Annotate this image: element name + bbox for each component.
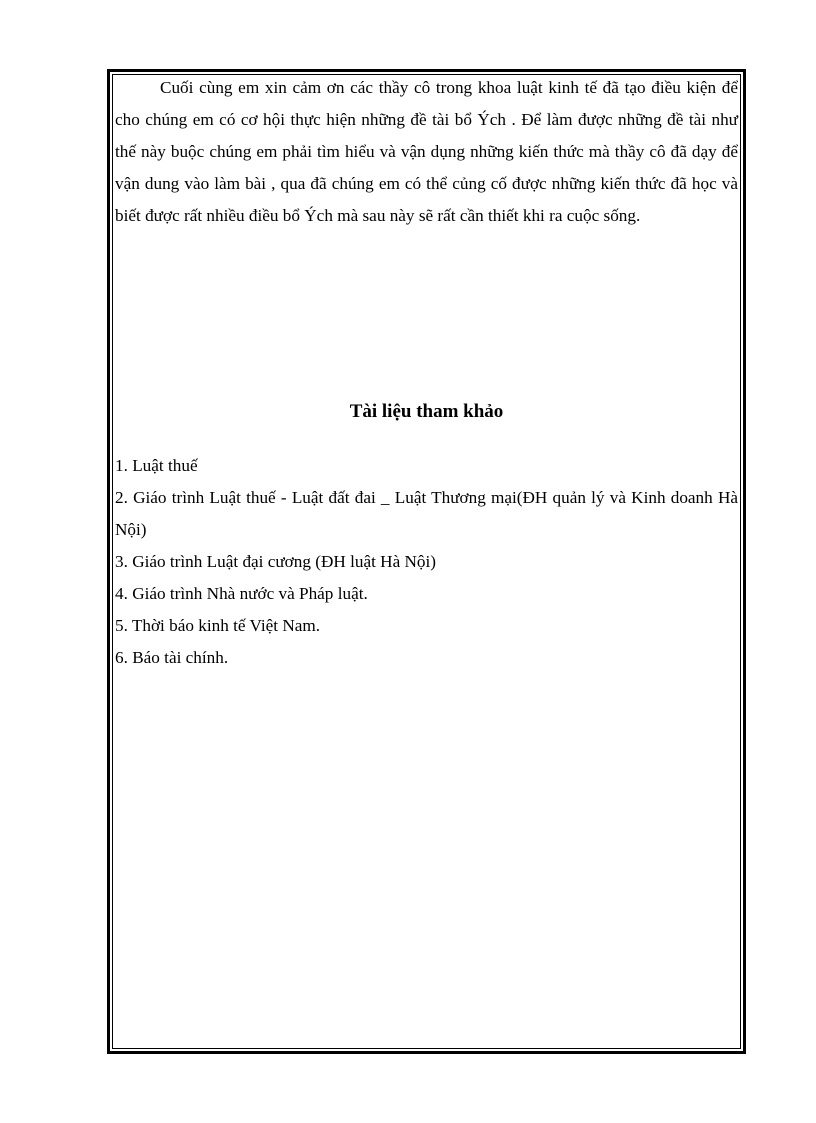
references-heading: Tài liệu tham khảo — [349, 401, 504, 422]
references-list — [115, 450, 738, 674]
reference-item-2: 2. Giáo trình Luật thuế - Luật đất đai _ Luật Thương mại(ĐH quản lý và Kinh doanh Hà Nội) — [115, 488, 738, 539]
closing-paragraph: Cuối cùng em xin cảm ơn các thầy cô trong khoa luật kinh tế đã tạo điều kiện để cho chúng em có cơ hội thực hiện những đề tài bổ Ých . Để làm được những đề tài như thế này buộc chúng em phải tìm hiểu và vận dụng những kiến thức mà thầy cô đã dạy để vận dung vào làm bài , qua đã chúng em có thể củng cố được những kiến thức đã học và biết được rất nhiều điều bổ Ých mà sau này sẽ rất cần thiết khi ra cuộc sống. — [115, 78, 738, 225]
reference-item-1: 1. Luật thuế — [115, 456, 198, 475]
reference-item-4: 4. Giáo trình Nhà nước và Pháp luật. — [115, 584, 368, 603]
reference-item-3: 3. Giáo trình Luật đại cương (ĐH luật Hà Nội) — [115, 552, 437, 571]
reference-item-5: 5. Thời báo kinh tế Việt Nam. — [115, 616, 321, 635]
document-body — [115, 72, 738, 232]
reference-item-6: 6. Báo tài chính. — [115, 648, 229, 667]
